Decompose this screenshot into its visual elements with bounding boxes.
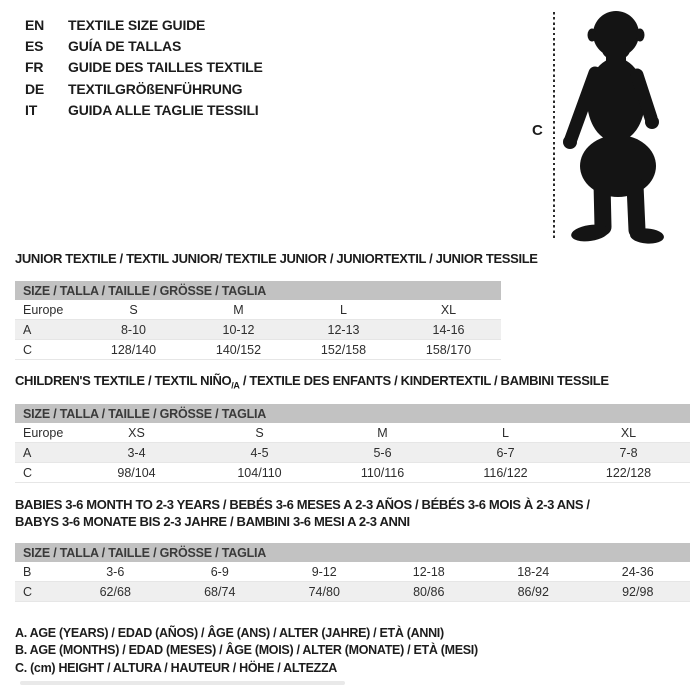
row-label: C: [23, 584, 33, 599]
size-cell: 128/140: [110, 342, 157, 357]
language-code: EN: [25, 16, 45, 33]
footnote-height: C. (cm) HEIGHT / ALTURA / HAUTEUR / HÖHE / ALTEZZA: [15, 660, 338, 675]
table-row-height: [15, 340, 501, 360]
size-cell: 6-9: [210, 564, 229, 579]
footnote-age-years: A. AGE (YEARS) / EDAD (AÑOS) / ÂGE (ANS) / ALTER (JAHRE) / ETÀ (ANNI): [15, 626, 444, 640]
size-cell: XS: [128, 425, 145, 440]
row-label: Europe: [23, 302, 64, 317]
babies-size-table: [15, 543, 690, 602]
table-row-height: [15, 463, 690, 483]
row-label: C: [23, 342, 33, 357]
size-cell: 3-6: [106, 564, 125, 579]
size-cell: 158/170: [425, 342, 472, 357]
table-row-months: [15, 562, 690, 582]
size-cell: S: [129, 302, 138, 317]
size-cell: 3-4: [127, 445, 146, 460]
size-cell: 80/86: [413, 584, 445, 599]
size-cell: 152/158: [320, 342, 367, 357]
size-cell: L: [502, 425, 509, 440]
size-cell: 10-12: [222, 322, 255, 337]
language-row-de: [25, 78, 263, 99]
junior-size-table: [15, 281, 501, 360]
size-header-bar: SIZE / TALLA / TAILLE / GRÖSSE / TAGLIA: [15, 543, 690, 562]
size-cell: 140/152: [215, 342, 262, 357]
children-title-post: / TEXTILE DES ENFANTS / KINDERTEXTIL / BAMBINI TESSILE: [239, 373, 609, 388]
bottom-divider: [20, 681, 345, 685]
language-title: TEXTILGRÖßENFÜHRUNG: [68, 80, 243, 97]
table-row-europe: [15, 423, 690, 443]
language-row-es: [25, 35, 263, 56]
size-cell: 92/98: [622, 584, 654, 599]
size-cell: 12-18: [412, 564, 445, 579]
size-header-bar: SIZE / TALLA / TAILLE / GRÖSSE / TAGLIA: [15, 281, 501, 300]
size-cell: 116/122: [483, 465, 528, 480]
children-title-pre: CHILDREN'S TEXTILE / TEXTIL NIÑO: [15, 373, 232, 388]
size-cell: L: [340, 302, 347, 317]
height-dashed-line: [553, 12, 555, 241]
size-cell: 6-7: [496, 445, 515, 460]
row-label: C: [23, 465, 33, 480]
row-label: B: [23, 564, 32, 579]
size-cell: M: [377, 425, 388, 440]
size-cell: S: [255, 425, 264, 440]
figure-block: [520, 0, 700, 250]
row-label: Europe: [23, 425, 64, 440]
language-code: ES: [25, 38, 44, 55]
row-label: A: [23, 445, 32, 460]
size-cell: 74/80: [308, 584, 340, 599]
size-cell: 24-36: [621, 564, 654, 579]
language-list: [25, 14, 263, 121]
table-row-europe: [15, 300, 501, 320]
babies-title-line1: BABIES 3-6 MONTH TO 2-3 YEARS / BEBÉS 3-6 MESES A 2-3 AÑOS / BÉBÉS 3-6 MOIS À 2-3 ANS /: [15, 497, 590, 512]
language-title: GUÍA DE TALLAS: [68, 38, 182, 55]
size-cell: 104/110: [237, 465, 282, 480]
table-row-height: [15, 582, 690, 602]
footnotes: [15, 626, 478, 678]
size-cell: 12-13: [327, 322, 360, 337]
size-header-bar: SIZE / TALLA / TAILLE / GRÖSSE / TAGLIA: [15, 404, 690, 423]
size-cell: 9-12: [311, 564, 337, 579]
size-cell: 122/128: [605, 465, 652, 480]
language-code: IT: [25, 102, 38, 119]
baby-silhouette-icon: [561, 3, 667, 245]
size-cell: 4-5: [250, 445, 269, 460]
size-cell: 68/74: [204, 584, 236, 599]
children-size-table: [15, 404, 690, 483]
height-measure-label: C: [532, 122, 543, 139]
row-label: A: [23, 322, 32, 337]
size-cell: 86/92: [517, 584, 549, 599]
language-code: FR: [25, 59, 44, 76]
language-title: GUIDA ALLE TAGLIE TESSILI: [68, 102, 259, 119]
language-title: GUIDE DES TAILLES TEXTILE: [68, 59, 263, 76]
size-cell: 7-8: [619, 445, 638, 460]
size-cell: 98/104: [117, 465, 156, 480]
table-row-age: [15, 443, 690, 463]
language-row-fr: [25, 57, 263, 78]
size-cell: M: [233, 302, 244, 317]
language-code: DE: [25, 80, 45, 97]
footnote-age-months: B. AGE (MONTHS) / EDAD (MESES) / ÂGE (MOIS) / ALTER (MONATE) / ETÀ (MESI): [15, 643, 478, 658]
size-cell: 14-16: [432, 322, 465, 337]
junior-table-title: JUNIOR TEXTILE / TEXTIL JUNIOR/ TEXTILE JUNIOR / JUNIORTEXTIL / JUNIOR TESSILE: [15, 251, 538, 266]
size-cell: 18-24: [517, 564, 550, 579]
children-table-title: [15, 373, 609, 391]
table-row-age: [15, 320, 501, 340]
size-cell: XL: [440, 302, 457, 317]
babies-title-line2: BABYS 3-6 MONATE BIS 2-3 JAHRE / BAMBINI 3-6 MESI A 2-3 ANNI: [15, 514, 410, 529]
children-title-sub: /A: [231, 380, 240, 391]
language-row-it: [25, 100, 263, 121]
language-title: TEXTILE SIZE GUIDE: [68, 16, 206, 33]
language-row-en: [25, 14, 263, 35]
size-cell: 5-6: [373, 445, 392, 460]
size-cell: XL: [620, 425, 637, 440]
size-cell: 8-10: [120, 322, 147, 337]
babies-table-title: [15, 496, 590, 530]
size-cell: 62/68: [99, 584, 131, 599]
size-cell: 110/116: [360, 465, 405, 480]
